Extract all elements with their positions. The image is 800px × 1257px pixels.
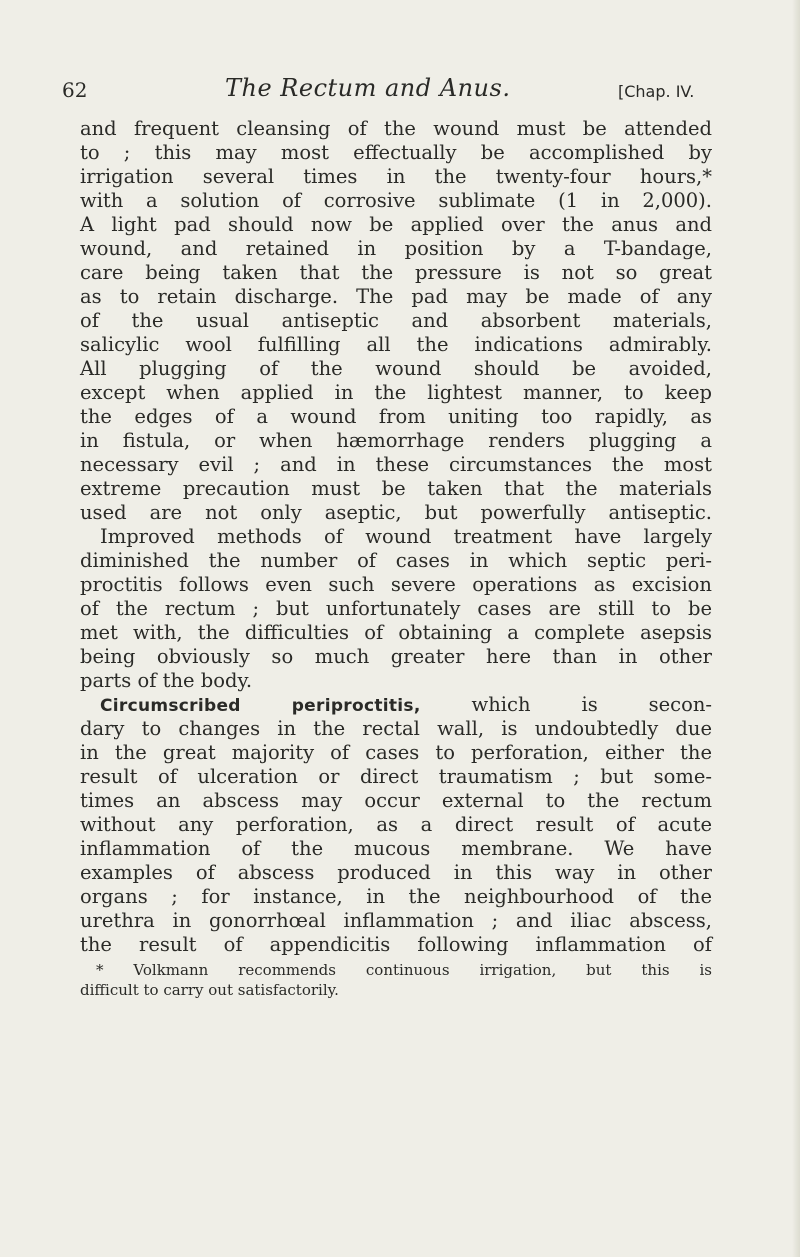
text-line: necessary evil ; and in these circumstances the most [80,453,712,476]
text-line: extreme precaution must be taken that the materials [80,477,712,500]
text-line: used are not only aseptic, but powerfully antiseptic. [80,501,712,524]
running-title: The Rectum and Anus. [225,74,511,102]
text-line: in the great majority of cases to perforation, either the [80,741,712,764]
text-line: as to retain discharge. The pad may be made of any [80,285,712,308]
text-line: All plugging of the wound should be avoided, [80,357,712,380]
text-line: diminished the number of cases in which septic peri- [80,549,712,572]
text-line: of the usual antiseptic and absorbent materials, [80,309,712,332]
text-line: wound, and retained in position by a T-bandage, [80,237,712,260]
text-line: without any perforation, as a direct result of acute [80,813,712,836]
section-heading: Circumscribed periproctitis, [100,696,421,716]
text-line: A light pad should now be applied over the anus and [80,213,712,236]
chapter-label: [Chap. IV. [618,82,695,101]
text-line: Improved methods of wound treatment have largely [100,525,712,548]
text-line: salicylic wool fulfilling all the indications admirably. [80,333,712,356]
text-line: and frequent cleansing of the wound must be attended [80,117,712,140]
text-line: the result of appendicitis following inflammation of [80,933,712,956]
text-line: times an abscess may occur external to the rectum [80,789,712,812]
text-line: organs ; for instance, in the neighbourhood of the [80,885,712,908]
text-line: being obviously so much greater here than in other [80,645,712,668]
text-line: urethra in gonorrhœal inflammation ; and iliac abscess, [80,909,712,932]
text-line: met with, the difficulties of obtaining a complete asepsis [80,621,712,644]
text-line: care being taken that the pressure is not so great [80,261,712,284]
text-line: dary to changes in the rectal wall, is undoubtedly due [80,717,712,740]
page-header [60,60,750,102]
text-line: of the rectum ; but unfortunately cases are still to be [80,597,712,620]
text-line: the edges of a wound from uniting too rapidly, as [80,405,712,428]
text-line: examples of abscess produced in this way in other [80,861,712,884]
footnote-line: difficult to carry out satisfactorily. [80,981,339,999]
text-line: except when applied in the lightest manner, to keep [80,381,712,404]
text-line: with a solution of corrosive sublimate (1 in 2,000). [80,189,712,212]
text-line: result of ulceration or direct traumatism ; but some- [80,765,712,788]
page-number: 62 [62,78,88,102]
text-line: in fistula, or when hæmorrhage renders plugging a [80,429,712,452]
text-line: to ; this may most effectually be accomplished by [80,141,712,164]
text-line [100,695,712,715]
text-line: parts of the body. [80,669,253,692]
text-line: inflammation of the mucous membrane. We have [80,837,712,860]
page-edge-shadow [792,0,800,1257]
text-line: irrigation several times in the twenty-four hours,* [80,165,712,188]
heading-continuation: which is secon- [420,693,712,716]
footnote-line: * Volkmann recommends continuous irrigation, but this is [96,961,712,979]
text-line: proctitis follows even such severe operations as excision [80,573,712,596]
